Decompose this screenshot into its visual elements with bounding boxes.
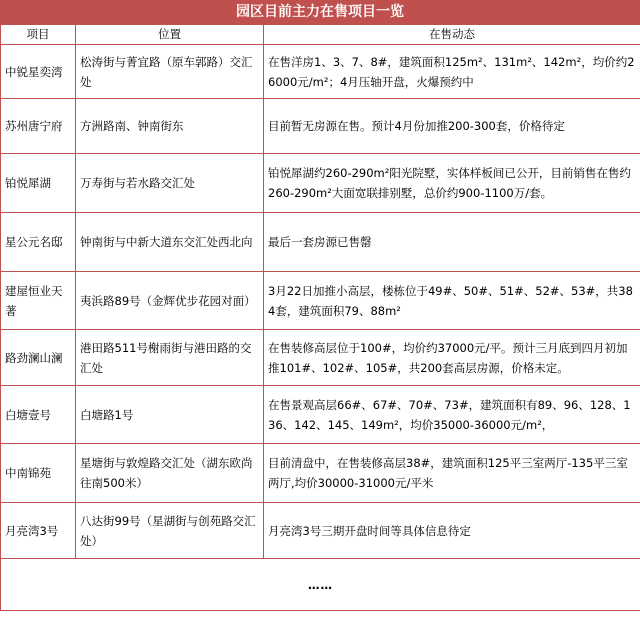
project-name: 苏州唐宁府 xyxy=(1,99,76,154)
project-status: 铂悦犀湖约260-290m²阳光院墅，实体样板间已公开，目前销售在售约260-290m²大面宽联排别墅，总价约900-1100万/套。 xyxy=(264,154,640,213)
project-location: 星塘街与敦煌路交汇处（湖东欧尚往南500米） xyxy=(76,444,264,503)
project-location: 万寿街与若水路交汇处 xyxy=(76,154,264,213)
project-name: 建屋恒业天著 xyxy=(1,272,76,330)
project-status: 3月22日加推小高层，楼栋位于49#、50#、51#、52#、53#，共384套，建筑面积79、88m² xyxy=(264,272,640,330)
header-location: 位置 xyxy=(76,25,264,45)
project-status: 在售装修高层位于100#，均价约37000元/平。预计三月底到四月初加推101#、102#、105#，共200套高层房源，价格未定。 xyxy=(264,330,640,386)
project-status: 目前清盘中，在售装修高层38#，建筑面积125平三室两厅-135平三室两厅,均价30000-31000元/平米 xyxy=(264,444,640,503)
project-location: 夷浜路89号（金辉优步花园对面） xyxy=(76,272,264,330)
table-row xyxy=(1,154,640,213)
ellipsis-row xyxy=(1,559,640,611)
project-name: 中南锦苑 xyxy=(1,444,76,503)
table-row xyxy=(1,213,640,272)
project-name: 星公元名邸 xyxy=(1,213,76,272)
header-status: 在售动态 xyxy=(264,25,640,45)
project-status: 目前暂无房源在售。预计4月份加推200-300套，价格待定 xyxy=(264,99,640,154)
header-project: 项目 xyxy=(1,25,76,45)
table-row xyxy=(1,386,640,444)
project-name: 铂悦犀湖 xyxy=(1,154,76,213)
project-name: 路劲澜山澜 xyxy=(1,330,76,386)
table-row xyxy=(1,99,640,154)
more-ellipsis: …… xyxy=(1,559,640,611)
project-name: 白塘壹号 xyxy=(1,386,76,444)
project-name: 中锐星奕湾 xyxy=(1,45,76,99)
project-status: 在售洋房1、3、7、8#，建筑面积125m²、131m²、142m²，均价约26000元/m²；4月压轴开盘，火爆预约中 xyxy=(264,45,640,99)
project-status: 最后一套房源已售罄 xyxy=(264,213,640,272)
project-location: 松涛街与菁宜路（原车郭路）交汇处 xyxy=(76,45,264,99)
header-row xyxy=(1,25,640,45)
table-row xyxy=(1,330,640,386)
project-location: 钟南街与中新大道东交汇处西北向 xyxy=(76,213,264,272)
project-status: 月亮湾3号三期开盘时间等具体信息待定 xyxy=(264,503,640,559)
project-name: 月亮湾3号 xyxy=(1,503,76,559)
project-status: 在售景观高层66#、67#、70#、73#，建筑面积有89、96、128、136、142、145、149m²，均价35000-36000元/m²， xyxy=(264,386,640,444)
project-location: 方洲路南、钟南街东 xyxy=(76,99,264,154)
table-row xyxy=(1,45,640,99)
table-row xyxy=(1,444,640,503)
table-row xyxy=(1,272,640,330)
table-row xyxy=(1,503,640,559)
project-location: 港田路511号榭雨街与港田路的交汇处 xyxy=(76,330,264,386)
project-location: 八达街99号（星湖街与创苑路交汇处） xyxy=(76,503,264,559)
project-table xyxy=(0,24,640,611)
project-location: 白塘路1号 xyxy=(76,386,264,444)
sheet-title: 园区目前主力在售项目一览 xyxy=(0,0,640,24)
